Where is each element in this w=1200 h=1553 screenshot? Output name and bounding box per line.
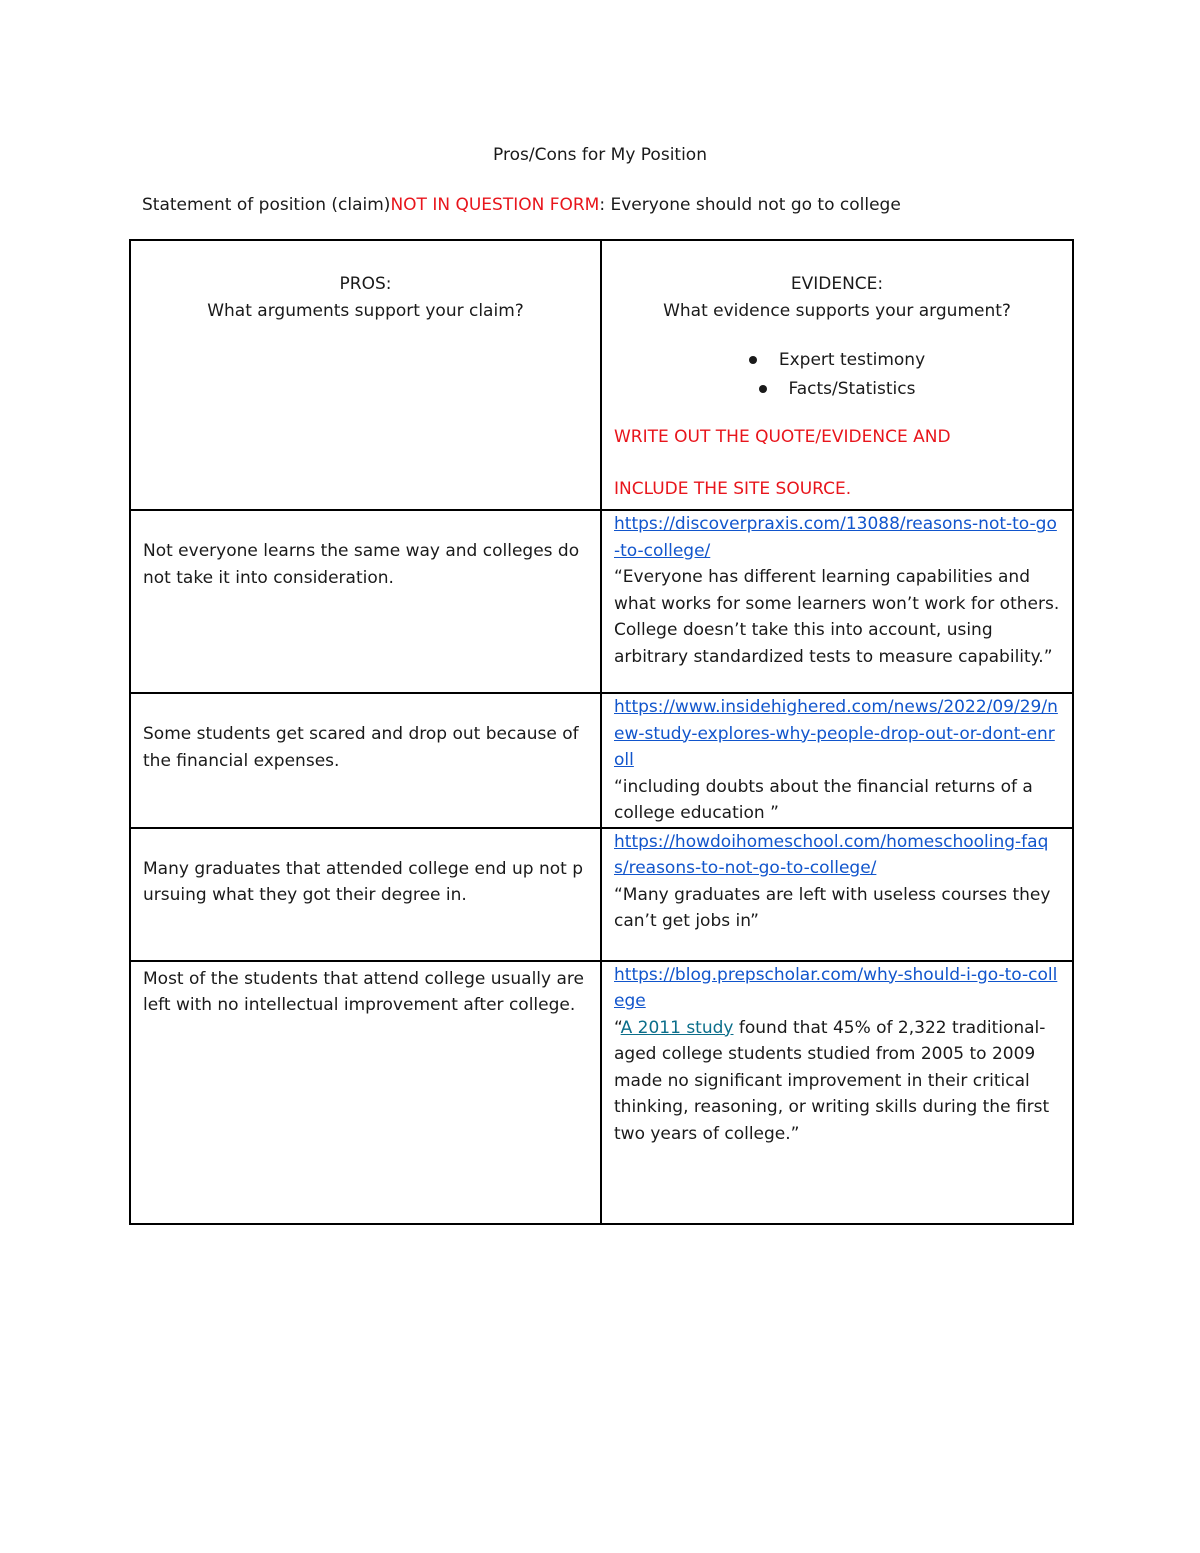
table-row bbox=[130, 828, 1073, 961]
evidence-cell bbox=[601, 828, 1073, 961]
argument-text: Not everyone learns the same way and colleges do not take it into consideration. bbox=[143, 541, 580, 588]
evidence-header-cell bbox=[601, 240, 1073, 510]
evidence-quote: “Everyone has different learning capabilities and what works for some learners won’t work for others. College doesn’t take this into account, using arbitrary standardized tests to measure capability.” bbox=[614, 567, 1060, 667]
quote-open-mark: “ bbox=[614, 1017, 621, 1038]
list-item bbox=[614, 346, 1060, 375]
evidence-quote bbox=[614, 1015, 1060, 1148]
statement-separator: : bbox=[599, 195, 611, 215]
source-link[interactable]: https://howdoihomeschool.com/homeschooling-faqs/reasons-to-not-go-to-college/ bbox=[614, 831, 1049, 878]
bullet-icon bbox=[759, 385, 767, 393]
evidence-types-list bbox=[614, 346, 1060, 404]
argument-cell bbox=[130, 693, 601, 828]
document-title: Pros/Cons for My Position bbox=[493, 145, 707, 165]
argument-text: Many graduates that attended college end up not pursuing what they got their degree in. bbox=[143, 858, 583, 905]
study-link[interactable]: A 2011 study bbox=[620, 1017, 734, 1038]
argument-text: Some students get scared and drop out because of the financial expenses. bbox=[143, 724, 579, 771]
source-link[interactable]: https://blog.prepscholar.com/why-should-i-go-to-college bbox=[614, 964, 1058, 1011]
argument-cell bbox=[130, 828, 601, 961]
table-header-row bbox=[130, 240, 1073, 510]
instruction-line-1: WRITE OUT THE QUOTE/EVIDENCE AND bbox=[614, 427, 951, 447]
evidence-cell bbox=[601, 510, 1073, 693]
bullet-icon bbox=[749, 356, 757, 364]
argument-text: Most of the students that attend college usually are left with no intellectual improvement after college. bbox=[143, 968, 584, 1015]
quote-rest-text: found that 45% of 2,322 traditional-aged college students studied from 2005 to 2009 made no significant improvement in their critical thinking, reasoning, or writing skills during the first two years of college.” bbox=[614, 1017, 1050, 1144]
table-row bbox=[130, 961, 1073, 1224]
evidence-cell bbox=[601, 693, 1073, 828]
source-link[interactable]: https://www.insidehighered.com/news/2022/09/29/new-study-explores-why-people-drop-out-or-dont-enroll bbox=[614, 697, 1058, 770]
table-row bbox=[130, 510, 1073, 693]
list-item bbox=[614, 375, 1060, 404]
argument-cell bbox=[130, 510, 601, 693]
evidence-header-title: EVIDENCE: bbox=[790, 274, 884, 294]
instruction-text bbox=[614, 424, 1060, 502]
pros-header-title: PROS: bbox=[339, 274, 392, 294]
evidence-cell bbox=[601, 961, 1073, 1224]
evidence-quote: “Many graduates are left with useless courses they can’t get jobs in” bbox=[614, 884, 1051, 931]
instruction-line-2: INCLUDE THE SITE SOURCE. bbox=[614, 479, 852, 499]
statement-claim: Everyone should not go to college bbox=[610, 195, 901, 215]
position-statement bbox=[142, 194, 901, 216]
table-row bbox=[130, 693, 1073, 828]
pros-evidence-table bbox=[129, 239, 1074, 1225]
pros-header-question: What arguments support your claim? bbox=[207, 300, 524, 321]
argument-cell bbox=[130, 961, 601, 1224]
source-link[interactable]: https://discoverpraxis.com/13088/reasons-not-to-go-to-college/ bbox=[614, 514, 1057, 561]
pros-header-cell bbox=[130, 240, 601, 510]
evidence-quote: “including doubts about the financial returns of a college education ” bbox=[614, 776, 1033, 823]
evidence-header-question: What evidence supports your argument? bbox=[663, 300, 1011, 321]
evidence-type-label: Facts/Statistics bbox=[788, 379, 916, 399]
evidence-type-label: Expert testimony bbox=[778, 350, 926, 370]
statement-label: Statement of position (claim) bbox=[142, 195, 391, 215]
statement-warning: NOT IN QUESTION FORM bbox=[390, 195, 600, 215]
